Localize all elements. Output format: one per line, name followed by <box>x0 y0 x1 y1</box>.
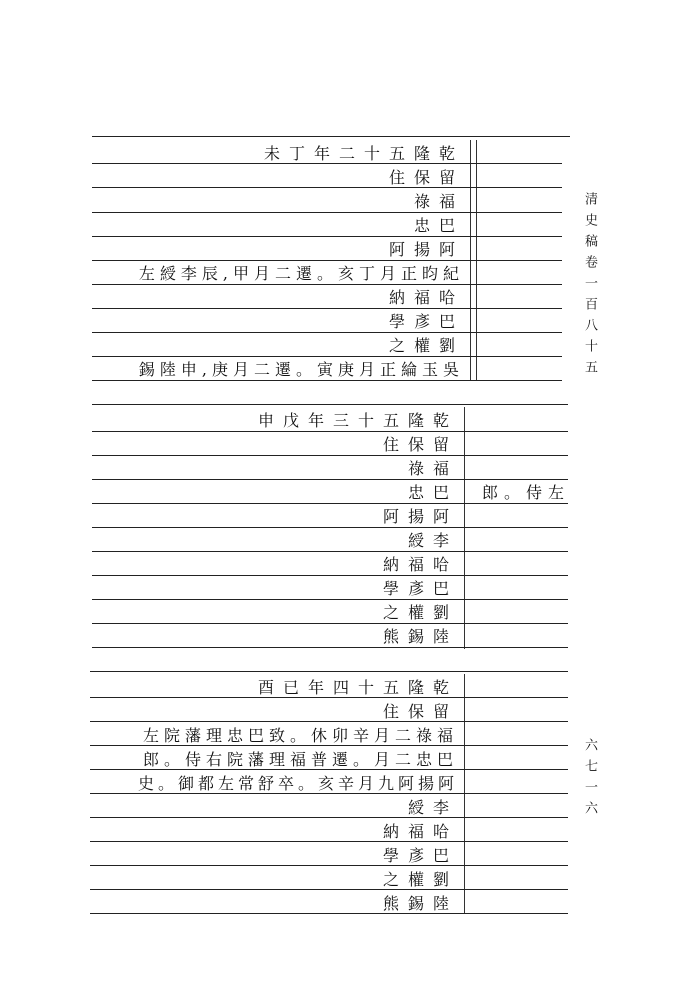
table-row: 學彥巴 <box>382 578 458 598</box>
table-row: 納福哈 <box>382 821 458 841</box>
table-row: 住保留 <box>388 167 464 187</box>
table-row: 郎。侍右院藩理福普遷。月二忠巴 <box>142 749 458 769</box>
table-row: 熊錫陸 <box>382 893 458 913</box>
table-row: 未丁年二十五隆乾 <box>263 143 464 163</box>
table-cell-right: 郎。侍左 <box>482 482 571 502</box>
table-row: 祿福 <box>413 191 464 211</box>
margin-title: 清史稿卷一百八十五 <box>582 192 597 381</box>
table-row: 學彥巴 <box>388 311 464 331</box>
table-row: 史。御都左常舒卒。亥辛月九阿揚阿 <box>137 773 458 793</box>
table-row: 住保留 <box>382 434 458 454</box>
table-row: 酉已年四十五隆乾 <box>257 677 458 697</box>
table-row: 錫陸申,庚月二遷。寅庚月正綸玉吳 <box>138 359 464 379</box>
table-row: 忠巴 <box>413 215 464 235</box>
table-row: 左綬李辰,甲月二遷。亥丁月正昀紀 <box>138 263 464 283</box>
table-row: 阿揚阿 <box>388 239 464 259</box>
table-row: 納福哈 <box>382 554 458 574</box>
table-row: 住保留 <box>382 701 458 721</box>
table-row: 學彥巴 <box>382 845 458 865</box>
table-row: 祿福 <box>407 458 458 478</box>
table-row: 納福哈 <box>388 287 464 307</box>
table-row: 綬李 <box>407 797 458 817</box>
table-row: 之權劉 <box>382 869 458 889</box>
table-row: 左院藩理忠巴致。休卯辛月二祿福 <box>142 725 458 745</box>
table-row: 之權劉 <box>388 335 464 355</box>
table-row: 忠巴 <box>407 482 458 502</box>
table-row: 之權劉 <box>382 602 458 622</box>
table-row: 阿揚阿 <box>382 506 458 526</box>
table-row: 熊錫陸 <box>382 626 458 646</box>
page-number: 六七一六 <box>582 738 597 822</box>
table-row: 綬李 <box>407 530 458 550</box>
table-row: 申戊年三十五隆乾 <box>257 410 458 430</box>
